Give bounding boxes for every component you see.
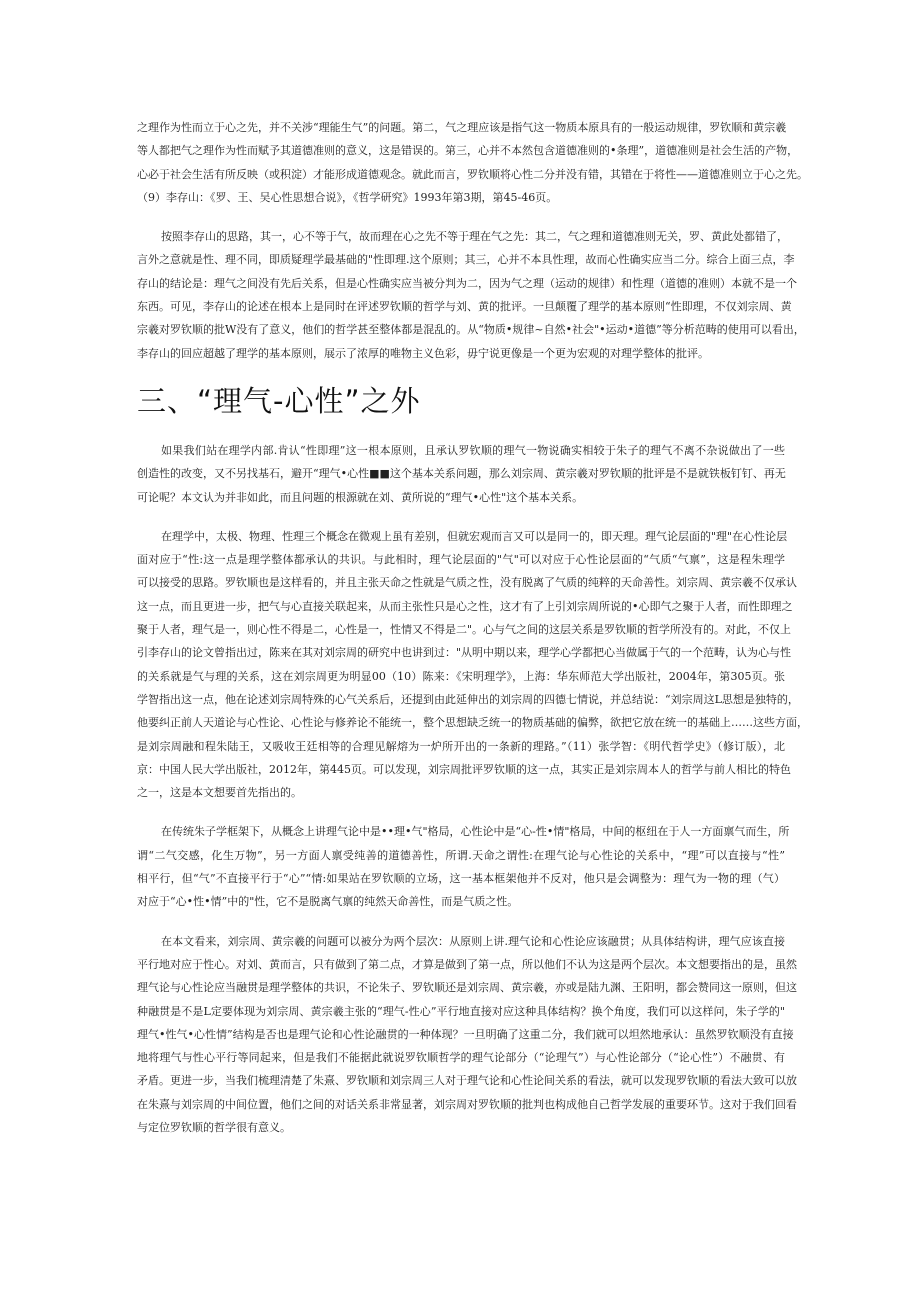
text-line: 这一点，而且更进一步，把气与心直接关联起来，从而主张性只是心之性，这才有了上引刘宗周所说的•心即气之聚于人者，而性即理之 xyxy=(137,599,793,613)
text-line: 在理学中，太极、物理、性理三个概念在微观上虽有差别，但就宏观而言又可以是同一的，即天理。理气论层面的"理"在心性论层 xyxy=(161,529,788,543)
text-line: 理气论与心性论应当融贯是理学整体的共识，不论朱子、罗钦顺还是刘宗周、黄宗羲，亦或是陆九渊、王阳明，都会赞同这一原则，但这 xyxy=(137,981,797,995)
text-line: 东西。可见，李存山的论述在根本上是同时在评述罗钦顺的哲学与刘、黄的批评。一旦颠覆了理学的基本原则“性即理，不仅刘宗周、黄 xyxy=(137,300,792,314)
text-line: 可以接受的思路。罗钦顺也是这样看的，并且主张天命之性就是气质之性，没有脱离了气质的纯粹的天命善性。刘宗周、黄宗羲不仅承认 xyxy=(137,576,797,590)
text-line: 等人都把气之理作为性而赋予其道德准则的意义，这是错误的。第三，心并不本然包含道德准则的•条理”，道德准则是社会生活的产物， xyxy=(137,144,799,158)
text-line: 存山的结论是：理气之间没有先后关系，但是心性确实应当被分判为二，因为气之理（运动的规律）和性理（道德的准则）本就不是一个 xyxy=(137,276,797,290)
paragraph xyxy=(137,525,808,805)
text-line: 如果我们站在理学内部.肯认“性即理”这一根本原则，且承认罗钦顺的理气一物说确实相较于朱子的理气不离不杂说做出了一些 xyxy=(161,443,785,457)
text-line: 引李存山的论文曾指出过，陈来在其对刘宗周的研究中也讲到过："从明中期以来，理学心学都把心当做属于气的一个范畴，认为心与性 xyxy=(137,646,792,660)
section-heading: 三、“理气-心性”之外 xyxy=(137,383,421,418)
text-line: 创造性的改变，又不另找基石，避开“理气•心性■■这个基本关系问题，那么刘宗周、黄宗羲对罗钦顺的批评是不是就铁板钉钉、再无 xyxy=(137,467,786,481)
text-line: 之理作为性而立于心之先，并不关涉“理能生气”的问题。第二，气之理应该是指气这一物质本原具有的一般运动规律，罗钦顺和黄宗羲 xyxy=(137,121,787,134)
text-line: 李存山的回应超越了理学的基本原则，展示了浓厚的唯物主义色彩，毋宁说更像是一个更为宏观的对理学整体的批评。 xyxy=(137,346,709,360)
text-line: 矛盾。更进一步，当我们梳理清楚了朱熹、罗钦顺和刘宗周三人对于理气论和心性论间关系的看法，就可以发现罗钦顺的看法大致可以放 xyxy=(137,1074,797,1088)
text-line: 的关系就是气与理的关系，这在刘宗周更为明显00（10）陈来：《宋明理学》，上海：华东师范大学出版社，2004年，第305页。张 xyxy=(137,669,785,683)
paragraph xyxy=(137,225,805,365)
paragraph xyxy=(137,116,808,209)
paragraph xyxy=(137,820,790,913)
text-line: 平行地对应于性心。对刘、黄而言，只有做到了第二点，才算是做到了第一点，所以他们不认为这是两个层次。本文想要指出的是，虽然 xyxy=(137,957,797,971)
text-line: 地将理气与性心平行等同起来，但是我们不能据此就说罗钦顺哲学的理气论部分（“论理气”）与心性论部分（“论心性”）不融贯、有 xyxy=(137,1051,785,1065)
text-line: 理气•性气•心性情”结构是否也是理气论和心性论融贯的一种体现？一旦明确了这重二分，我们就可以坦然地承认：虽然罗钦顺没有直接 xyxy=(137,1027,794,1041)
text-line: 谓“二气交感，化生万物”，另一方面人禀受纯善的道德善性，所谓.天命之谓性:在理气论与心性论的关系中，“理”可以直接与“性” xyxy=(137,848,785,862)
text-line: 是刘宗周融和程朱陆王，又吸收王廷相等的合理见解熔为一炉所开出的一条新的理路。”（11）张学智：《明代哲学史》（修订版），北 xyxy=(137,739,785,753)
text-line: 与定位罗钦顺的哲学很有意义。 xyxy=(137,1120,291,1134)
text-line: 面对应于“性:这一点是理学整体都承认的共识。与此相时，理气论层面的"气"可以对应于心性论层面的“气质“气禀”，这是程朱理学 xyxy=(137,553,785,567)
text-line: 在朱熹与刘宗周的中间位置，他们之间的对话关系非常显著，刘宗周对罗钦顺的批判也构成他自己哲学发展的重要环节。这对于我们回看 xyxy=(137,1097,797,1111)
text-line: 在本文看来，刘宗周、黄宗羲的问题可以被分为两个层次：从原则上讲.理气论和心性论应该融贯；从具体结构讲，理气应该直接 xyxy=(161,934,785,948)
paragraph xyxy=(137,930,797,1140)
text-line: 聚于人者，理气是一，则心性不得是二，心性是一，性情又不得是二"。心与气之间的这层关系是罗钦顺的哲学所没有的。对此，不仅上 xyxy=(137,623,792,637)
paragraph xyxy=(137,439,785,509)
text-line: 他要纠正前人天道论与心性论、心性论与修养论不能统一，整个思想缺乏统一的物质基础的偏弊，欲把它放在统一的基础上……这些方面， xyxy=(137,716,808,730)
text-line: 之一，这是本文想要首先指出的。 xyxy=(137,786,302,800)
text-line: 相平行，但“气”不直接平行于“心”“情:如果站在罗钦顺的立场，这一基本框架他并不反对，他只是会调整为：理气为一物的理（气） xyxy=(137,872,785,886)
text-line: 对应于“心•性•情”中的"性，它不是脱离气禀的纯然天命善性，而是气质之性。 xyxy=(137,895,519,909)
text-line: 心必于社会生活有所反映（或积淀）才能形成道德观念。就此而言，罗钦顺将心性二分并没有错，其错在于将性——道德准则立于心之先。 xyxy=(137,167,808,181)
text-line: （9）李存山：《罗、王、吴心性思想合说》，《哲学研究》1993年第3期，第45-46页。 xyxy=(137,190,558,204)
text-line: 在传统朱子学框架下，从概念上讲理气论中是••理•气"格局，心性论中是“心-性•情"格局，中间的枢纽在于人一方面禀气而生，所 xyxy=(161,825,790,839)
text-line: 学智指出这一点，他在论述刘宗周特殊的心气关系后，还提到由此延伸出的刘宗周的四德七情说，并总结说：“刘宗周这L思想是独特的， xyxy=(137,692,799,706)
text-line: 按照李存山的思路，其一，心不等于气，故而理在心之先不等于理在气之先：其二，气之理和道德准则无关，罗、黄此处都错了， xyxy=(161,230,788,244)
text-line: 宗羲对罗钦顺的批W没有了意义，他们的哲学甚至整体都是混乱的。从“物质•规律~自然•社会"•运动•道德”等分析范畴的使用可以看出， xyxy=(137,323,805,337)
text-line: 言外之意就是性、理不同，即质疑理学最基础的"性即理.这个原则；其三，心并不本具性理，故而心性确实应当二分。综合上面三点，李 xyxy=(137,253,795,267)
text-line: 可论呢？本文认为并非如此，而且问题的根源就在刘、黄所说的“理气•心性"这个基本关系。 xyxy=(137,490,584,504)
text-line: 京：中国人民大学出版社，2012年，第445页。可以发现，刘宗周批评罗钦顺的这一点，其实正是刘宗周本人的哲学与前人相比的特色 xyxy=(137,762,791,776)
text-line: 种融贯是不是L定要体现为刘宗周、黄宗羲主张的“理气-性心”平行地直接对应这种具体结构？换个角度，我们可以这样问，朱子学的" xyxy=(137,1004,785,1018)
document-page xyxy=(137,116,808,1139)
